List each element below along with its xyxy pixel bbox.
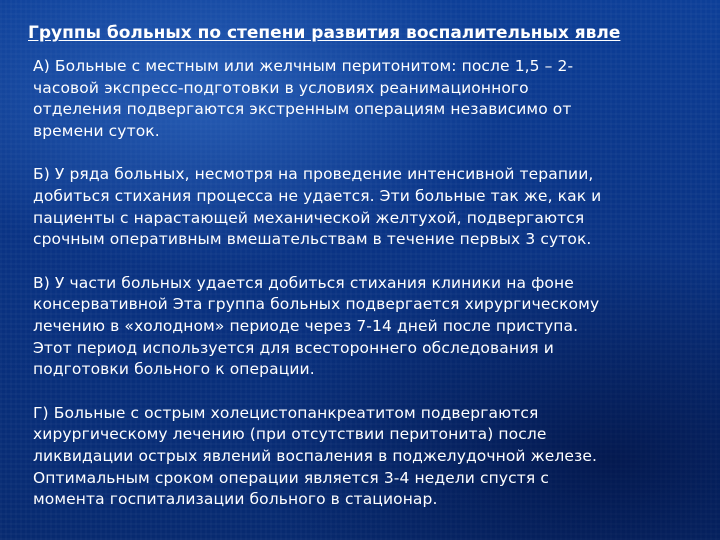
paragraph-line: подготовки больного к операции. (33, 360, 315, 379)
paragraph-line: пациенты с нарастающей механической желтухой, подвергаются (33, 208, 585, 227)
paragraph-b (33, 164, 703, 250)
paragraph-a (33, 56, 703, 142)
paragraph-line: Этот период используется для всестороннего обследования и (33, 338, 554, 357)
paragraph-line: консервативной Эта группа больных подвергается хирургическому (33, 295, 600, 314)
paragraph-line: хирургическому лечению (при отсутствии перитонита) после (33, 425, 547, 444)
paragraph-line: срочным оперативным вмешательствам в течение первых 3 суток. (33, 230, 592, 249)
paragraph-line: времени суток. (33, 121, 160, 140)
slide-body (33, 56, 703, 533)
slide-title: Группы больных по степени развития воспалительных явле (28, 23, 621, 43)
paragraph-line: ликвидации острых явлений воспаления в поджелудочной железе. (33, 446, 597, 465)
paragraph-line: А) Больные с местным или желчным перитонитом: после 1,5 – 2- (33, 57, 574, 75)
paragraph-line: Г) Больные с острым холецистопанкреатитом подвергаются (33, 403, 539, 422)
paragraph-line: добиться стихания процесса не удается. Эти больные так же, как и (33, 186, 602, 205)
paragraph-line: часовой экспресс-подготовки в условиях реанимационного (33, 78, 529, 97)
paragraph-line: лечению в «холодном» периоде через 7-14 дней после приступа. (33, 316, 579, 335)
paragraph-c (33, 273, 703, 381)
paragraph-d (33, 403, 703, 511)
paragraph-line: момента госпитализации больного в стационар. (33, 490, 438, 509)
paragraph-line: Б) У ряда больных, несмотря на проведение интенсивной терапии, (33, 165, 594, 184)
paragraph-line: отделения подвергаются экстренным операциям независимо от (33, 100, 572, 119)
paragraph-line: В) У части больных удается добиться стихания клиники на фоне (33, 273, 574, 292)
paragraph-line: Оптимальным сроком операции является 3-4 недели спустя с (33, 468, 549, 487)
